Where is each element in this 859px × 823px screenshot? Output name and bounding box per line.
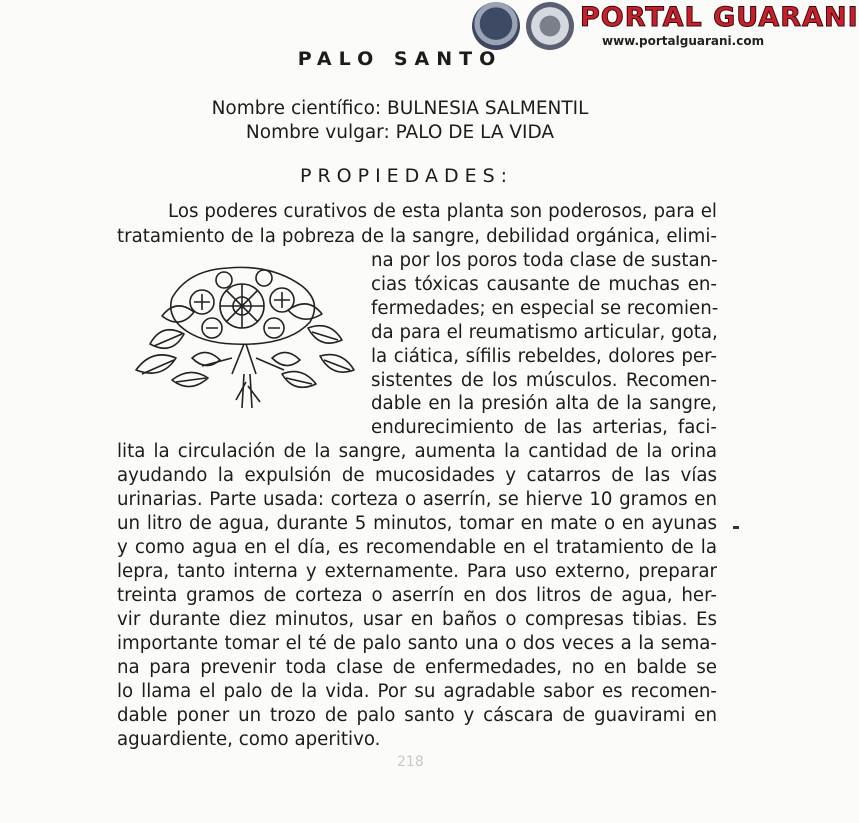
text-line: lita la circulación de la sangre, aumenta la cantidad de la orina bbox=[117, 441, 717, 462]
text-line: ayudando la expulsión de mucosidades y catarros de las vías bbox=[117, 465, 717, 486]
text-line: treinta gramos de corteza o aserrín en dos litros de agua, her- bbox=[117, 585, 717, 606]
text-line: aguardiente, como aperitivo. bbox=[117, 729, 381, 750]
scan-mark bbox=[733, 526, 739, 529]
scientific-name: Nombre científico: BULNESIA SALMENTIL bbox=[211, 98, 589, 119]
text-line: da para el reumatismo articular, gota, bbox=[371, 322, 718, 343]
palo-santo-illustration bbox=[132, 262, 360, 410]
text-line: lo llama el palo de la vida. Por su agradable sabor es recomen- bbox=[117, 681, 717, 702]
portal-guarani-logo bbox=[472, 2, 859, 52]
text-line: na para prevenir toda clase de enfermedades, no en balde se bbox=[117, 657, 717, 678]
text-line: na por los poros toda clase de sustan- bbox=[371, 250, 718, 271]
text-line: importante tomar el té de palo santo una o dos veces a la sema- bbox=[117, 633, 717, 654]
text-line: dable poner un trozo de palo santo y cáscara de guavirami en bbox=[117, 705, 717, 726]
text-line: lepra, tanto interna y externamente. Para uso externo, preparar bbox=[117, 561, 717, 582]
text-line: fermedades; en especial se recomien- bbox=[371, 298, 719, 319]
text-line: urinarias. Parte usada: corteza o aserrín, se hierve 10 gramos en bbox=[117, 489, 717, 510]
seal-icon bbox=[472, 2, 520, 50]
page-number: 218 bbox=[397, 754, 424, 770]
text-line: cias tóxicas causante de muchas en- bbox=[371, 274, 717, 295]
section-heading: PROPIEDADES: bbox=[300, 165, 514, 187]
emblem-icon bbox=[526, 2, 574, 50]
common-name: Nombre vulgar: PALO DE LA VIDA bbox=[245, 122, 555, 143]
text-line: Los poderes curativos de esta planta son poderosos, para el bbox=[168, 201, 717, 222]
text-line: sistentes de los músculos. Recomen- bbox=[371, 370, 717, 391]
text-line: dable en la presión alta de la sangre, bbox=[371, 393, 717, 414]
text-line: vir durante diez minutos, usar en baños o compresas tibias. Es bbox=[117, 609, 717, 630]
page-title: PALO SANTO bbox=[297, 48, 503, 70]
text-line: un litro de agua, durante 5 minutos, tomar en mate o en ayunas bbox=[117, 513, 717, 534]
logo-url-text: www.portalguarani.com bbox=[602, 34, 765, 48]
logo-brand-text: PORTAL GUARANI bbox=[580, 2, 859, 33]
text-line: tratamiento de la pobreza de la sangre, debilidad orgánica, elimi- bbox=[117, 226, 717, 247]
text-line: la ciática, sífilis rebeldes, dolores per- bbox=[371, 346, 717, 367]
text-line: endurecimiento de las arterias, faci- bbox=[371, 417, 717, 438]
text-line: y como agua en el día, es recomendable en el tratamiento de la bbox=[117, 537, 717, 558]
